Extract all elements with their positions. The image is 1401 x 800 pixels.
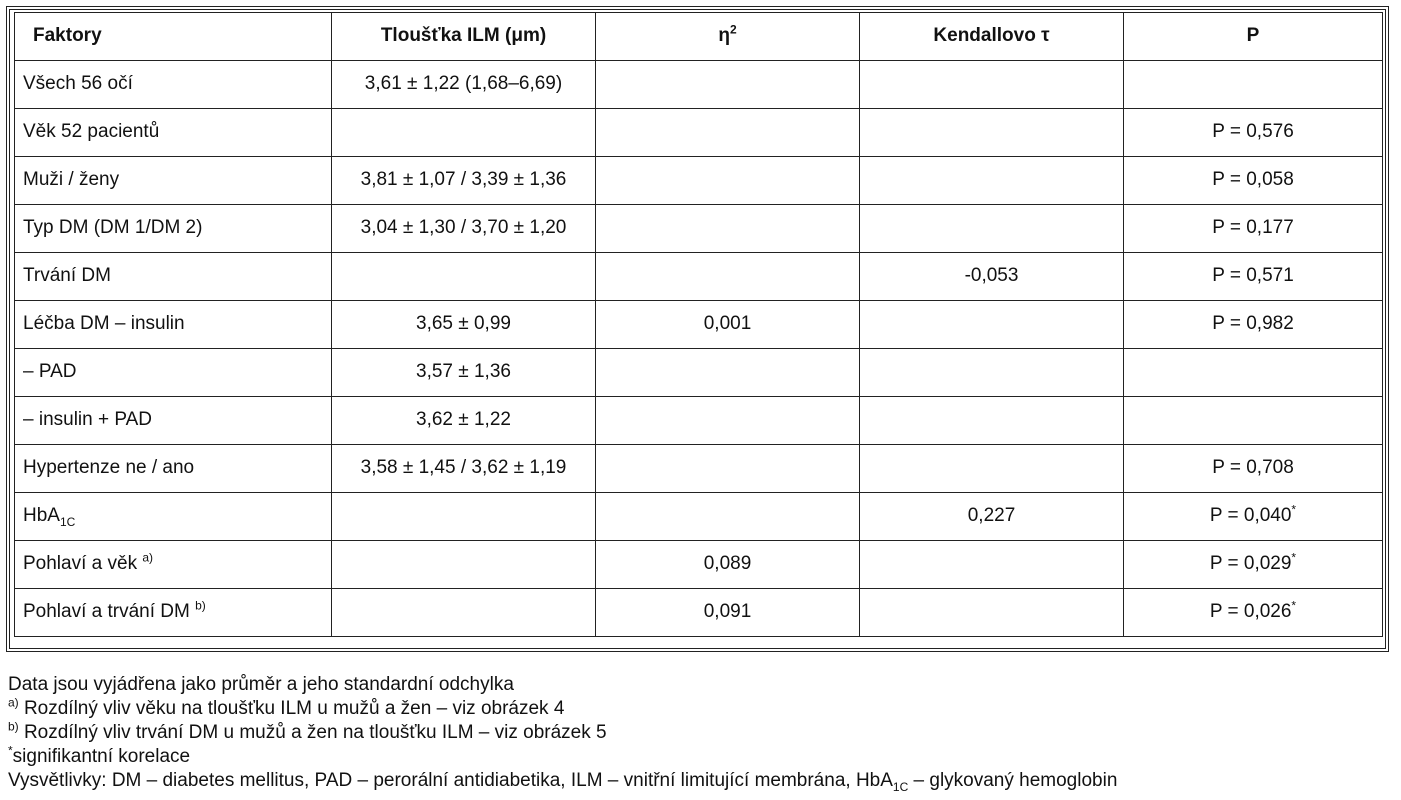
cell-eta [596, 397, 860, 445]
cell-eta [596, 253, 860, 301]
footnote-mark: b) [195, 598, 206, 613]
footnote-mark: a) [142, 550, 154, 565]
cell-tau [860, 589, 1124, 637]
note-abbr-text-b: – glykovaný hemoglobin [908, 770, 1118, 791]
header-factors: Faktory [15, 13, 332, 61]
note-abbreviations [8, 769, 1393, 793]
cell-thickness: 3,81 ± 1,07 / 3,39 ± 1,36 [332, 157, 596, 205]
cell-thickness [332, 493, 596, 541]
cell-thickness: 3,61 ± 1,22 (1,68–6,69) [332, 61, 596, 109]
table-notes [8, 673, 1393, 793]
p-value: P = 0,571 [1212, 265, 1294, 287]
cell-eta [596, 445, 860, 493]
cell-p [1124, 349, 1383, 397]
note-significance-mark: * [8, 743, 13, 758]
cell-thickness: 3,65 ± 0,99 [332, 301, 596, 349]
significance-mark: * [1291, 502, 1297, 517]
note-abbr-subscript: 1C [892, 779, 909, 794]
cell-p [1124, 541, 1383, 589]
cell-tau [860, 61, 1124, 109]
cell-p [1124, 61, 1383, 109]
note-data-description: Data jsou vyjádřena jako průměr a jeho standardní odchylka [8, 674, 514, 695]
note-a [8, 697, 1393, 721]
factor-text: Pohlaví a věk [23, 553, 138, 575]
table-row [15, 157, 1383, 205]
cell-tau [860, 157, 1124, 205]
cell-thickness: 3,58 ± 1,45 / 3,62 ± 1,19 [332, 445, 596, 493]
table-row [15, 589, 1383, 637]
cell-p [1124, 253, 1383, 301]
cell-factor: – insulin + PAD [15, 397, 332, 445]
cell-eta [596, 109, 860, 157]
cell-p [1124, 589, 1383, 637]
cell-factor: Léčba DM – insulin [15, 301, 332, 349]
cell-eta: 0,001 [596, 301, 860, 349]
cell-eta: 0,091 [596, 589, 860, 637]
header-kendall: Kendallovo τ [860, 13, 1124, 61]
cell-thickness: 3,04 ± 1,30 / 3,70 ± 1,20 [332, 205, 596, 253]
p-value: P = 0,058 [1212, 169, 1294, 191]
note-b [8, 721, 1393, 745]
cell-thickness [332, 253, 596, 301]
cell-eta [596, 157, 860, 205]
factor-text: HbA [23, 505, 60, 527]
cell-p [1124, 445, 1383, 493]
cell-p [1124, 205, 1383, 253]
note-significance-text: signifikantní korelace [12, 746, 191, 767]
cell-p [1124, 301, 1383, 349]
cell-factor: – PAD [15, 349, 332, 397]
note-b-text: Rozdílný vliv trvání DM u mužů a žen na tloušťku ILM – viz obrázek 5 [18, 722, 607, 743]
table-row [15, 109, 1383, 157]
data-table [14, 12, 1383, 637]
note-abbr-text-a: Vysvětlivky: DM – diabetes mellitus, PAD – perorální antidiabetika, ILM – vnitřní limitující membrána, HbA [8, 770, 893, 791]
cell-tau: 0,227 [860, 493, 1124, 541]
cell-eta [596, 349, 860, 397]
table-row [15, 541, 1383, 589]
p-value: P = 0,026 [1209, 601, 1292, 623]
cell-thickness [332, 541, 596, 589]
cell-thickness: 3,62 ± 1,22 [332, 397, 596, 445]
cell-factor: Typ DM (DM 1/DM 2) [15, 205, 332, 253]
note-b-mark: b) [8, 719, 19, 734]
cell-tau [860, 445, 1124, 493]
factor-subscript: 1C [59, 514, 76, 529]
table-row [15, 445, 1383, 493]
p-value: P = 0,576 [1212, 121, 1294, 143]
p-value: P = 0,177 [1212, 217, 1294, 239]
cell-factor: Trvání DM [15, 253, 332, 301]
cell-p [1124, 109, 1383, 157]
p-value: P = 0,040 [1209, 505, 1292, 527]
cell-eta [596, 205, 860, 253]
cell-thickness: 3,57 ± 1,36 [332, 349, 596, 397]
cell-tau [860, 397, 1124, 445]
cell-eta: 0,089 [596, 541, 860, 589]
cell-factor: Všech 56 očí [15, 61, 332, 109]
cell-factor: Hypertenze ne / ano [15, 445, 332, 493]
header-thickness: Tloušťka ILM (μm) [332, 13, 596, 61]
eta-symbol: η [718, 25, 730, 47]
cell-tau [860, 109, 1124, 157]
note-significance [8, 745, 1393, 769]
cell-tau [860, 205, 1124, 253]
cell-thickness [332, 109, 596, 157]
header-eta [596, 13, 860, 61]
header-p: P [1124, 13, 1383, 61]
cell-thickness [332, 589, 596, 637]
cell-tau [860, 349, 1124, 397]
table-row [15, 253, 1383, 301]
table-row [15, 349, 1383, 397]
cell-factor [15, 493, 332, 541]
note-a-mark: a) [8, 695, 19, 710]
table-row [15, 397, 1383, 445]
p-value: P = 0,982 [1212, 313, 1294, 335]
cell-tau [860, 541, 1124, 589]
cell-factor: Věk 52 pacientů [15, 109, 332, 157]
cell-factor [15, 589, 332, 637]
cell-tau: -0,053 [860, 253, 1124, 301]
significance-mark: * [1291, 598, 1297, 613]
table-row [15, 61, 1383, 109]
cell-p [1124, 157, 1383, 205]
header-row [15, 13, 1383, 61]
factor-text: Pohlaví a trvání DM [23, 601, 190, 623]
cell-tau [860, 301, 1124, 349]
cell-eta [596, 61, 860, 109]
table-row [15, 301, 1383, 349]
significance-mark: * [1291, 550, 1297, 565]
cell-factor: Muži / ženy [15, 157, 332, 205]
note-a-text: Rozdílný vliv věku na tloušťku ILM u mužů a žen – viz obrázek 4 [18, 698, 565, 719]
table-row [15, 205, 1383, 253]
p-value: P = 0,029 [1209, 553, 1292, 575]
p-value: P = 0,708 [1212, 457, 1294, 479]
eta-superscript: 2 [729, 22, 737, 37]
cell-factor [15, 541, 332, 589]
cell-p [1124, 397, 1383, 445]
cell-p [1124, 493, 1383, 541]
table-row [15, 493, 1383, 541]
cell-eta [596, 493, 860, 541]
